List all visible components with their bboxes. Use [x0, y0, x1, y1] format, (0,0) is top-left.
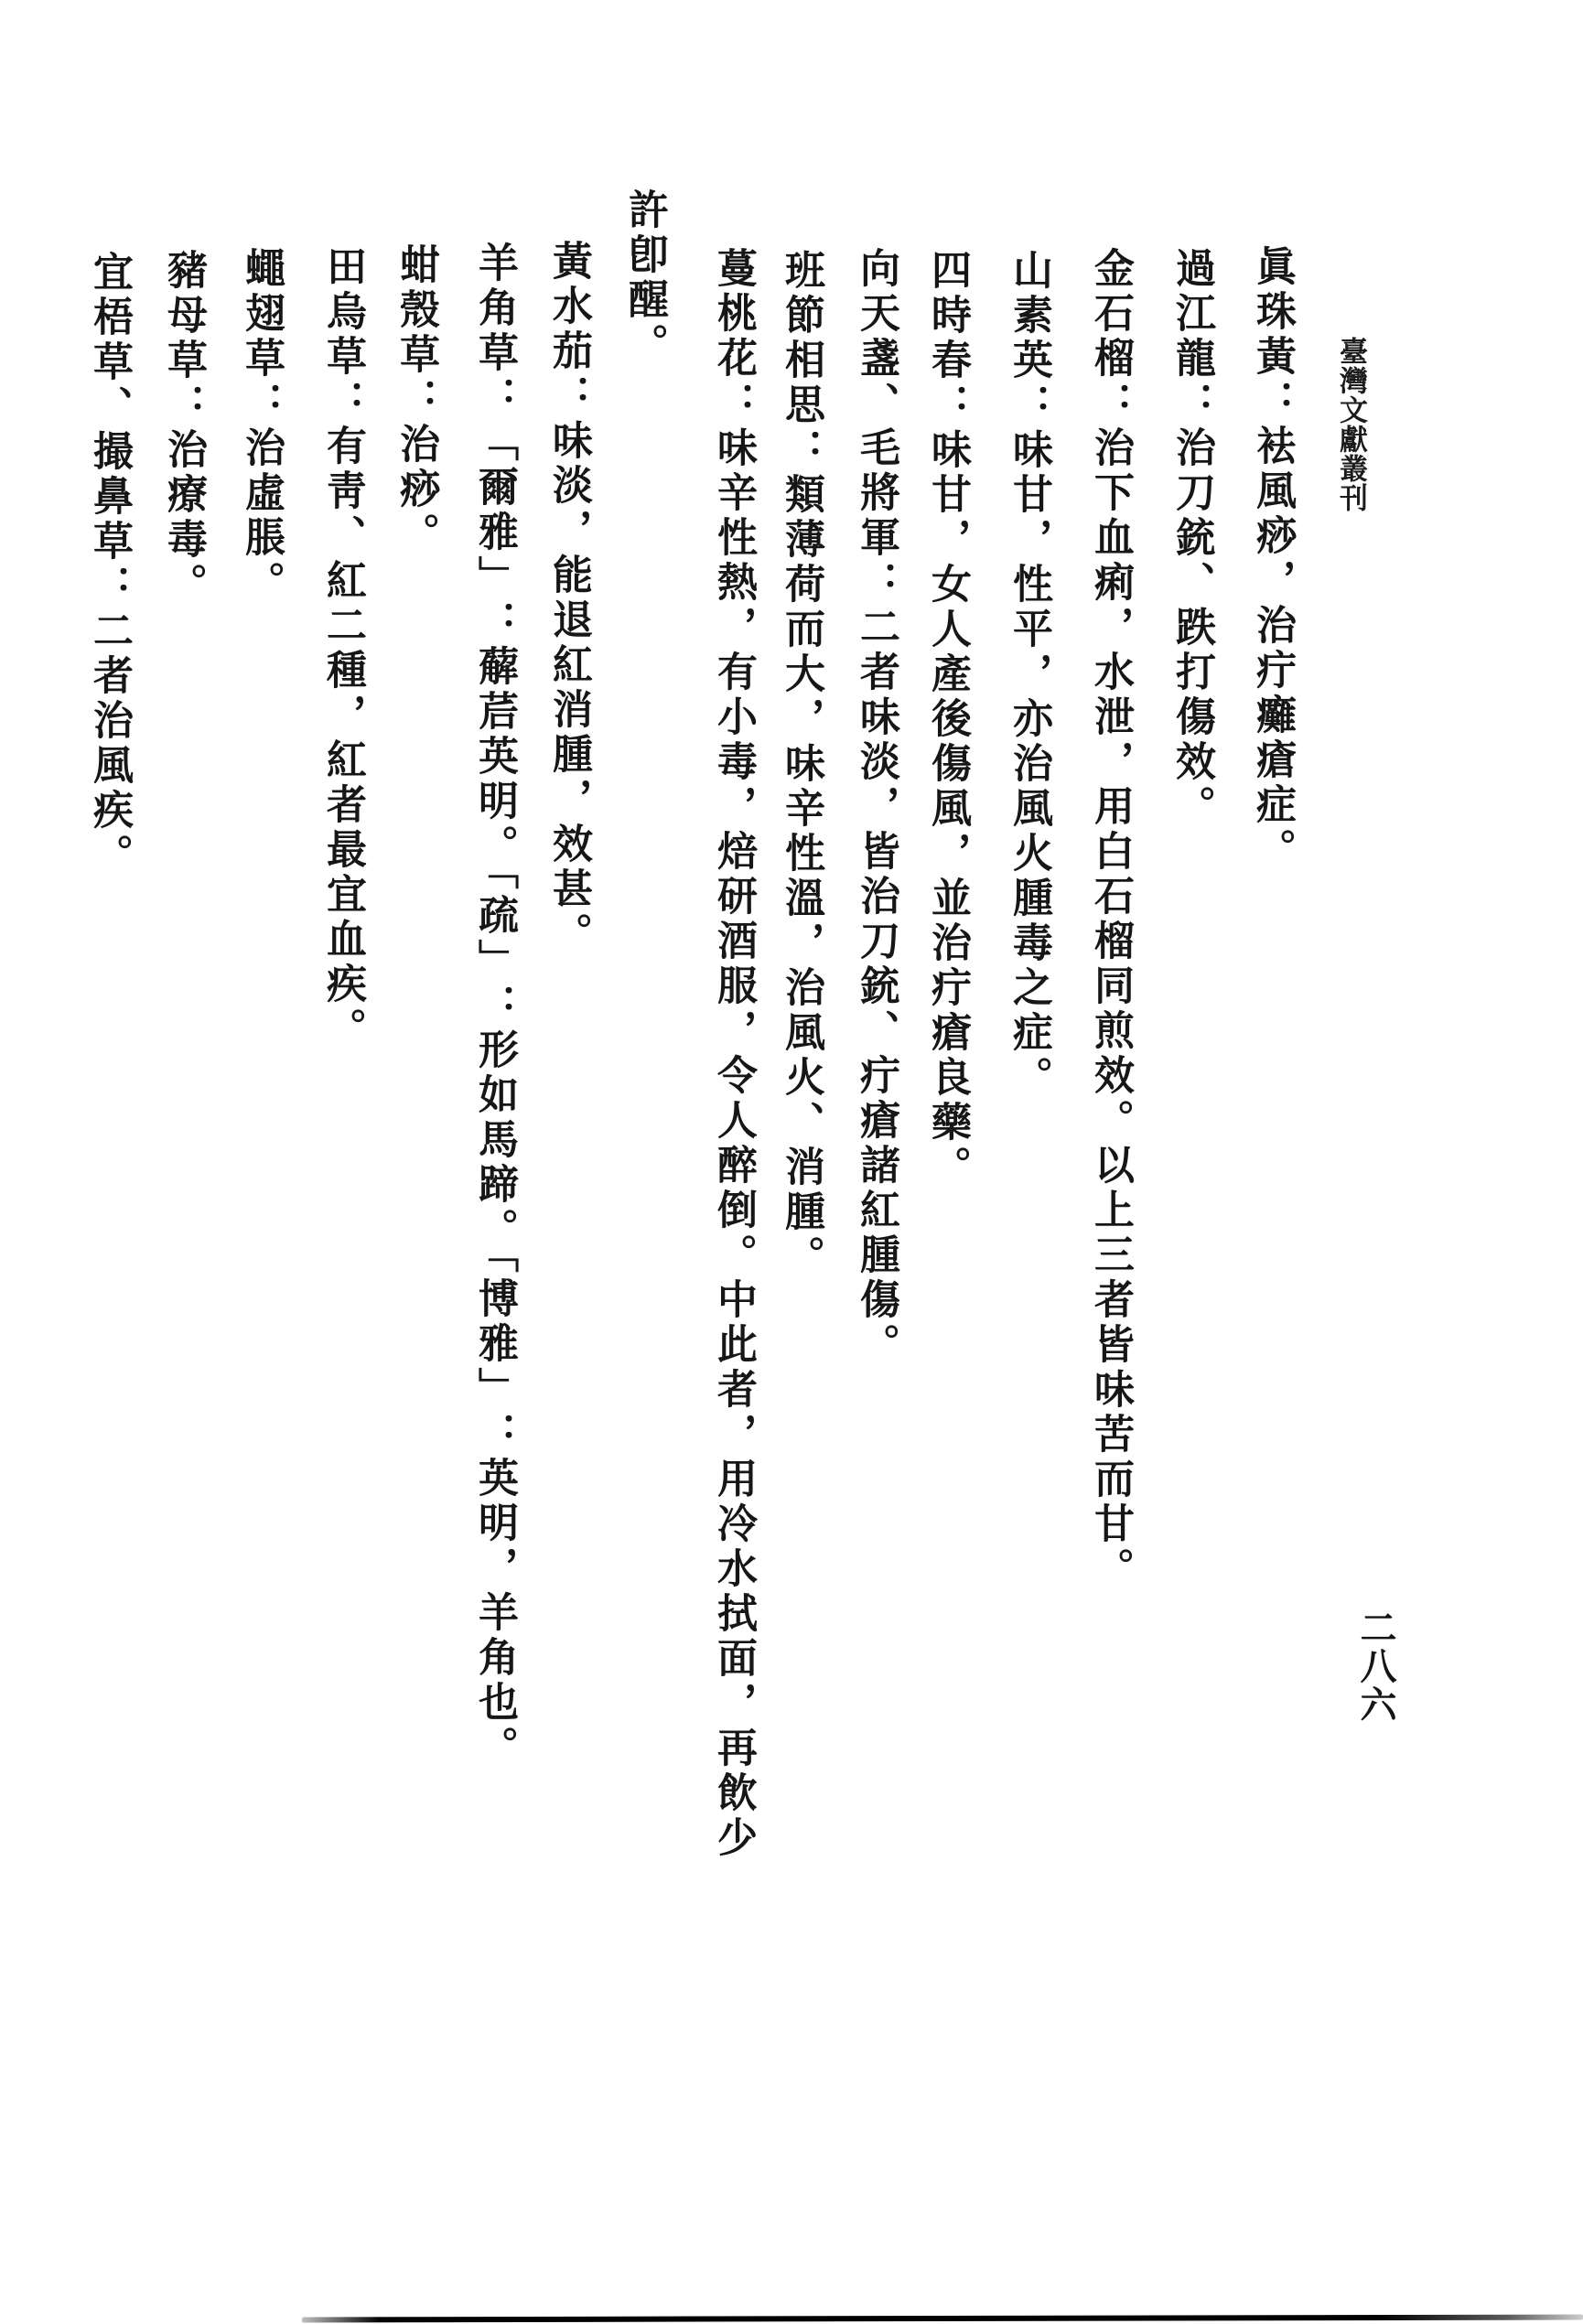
entry-column-7: 班節相思：類薄荷而大，味辛性溫，治風火、消腫。	[778, 249, 824, 1280]
entry-column-4: 山素英：味甘，性平，亦治風火腫毒之症。	[1006, 249, 1052, 1101]
entry-column-9: 黃水茄：味淡，能退紅消腫，效甚。	[545, 240, 592, 957]
entry-column-2: 過江龍：治刀銃、跌打傷效。	[1168, 247, 1215, 830]
entry-column-15: 宜梧草、撮鼻草：二者治風疾。	[86, 251, 133, 878]
running-head-series-title: 臺灣文獻叢刊	[1334, 337, 1367, 512]
entry-column-14: 豬母草：治療毒。	[160, 249, 207, 608]
continuation-column: 許卽醒。	[621, 188, 668, 368]
entry-column-8: 蔓桃花：味辛性熱，有小毒，焙研酒服，令人醉倒。中此者，用冷水拭面，再飲少	[710, 247, 757, 1861]
entry-column-10: 羊角草：「爾雅」：薢茩英明。「疏」：形如馬蹄。「博雅」：英明，羊角也。	[471, 242, 518, 1770]
scan-edge-artifact	[302, 2315, 1583, 2323]
entry-column-13: 蠅翅草：治虛脹。	[238, 247, 285, 606]
entry-column-12: 田烏草：有靑、紅二種，紅者最宜血疾。	[319, 245, 366, 1052]
entry-column-6: 向天盞、毛將軍：二者味淡，皆治刀銃、疔瘡諸紅腫傷。	[853, 247, 899, 1368]
entry-column-5: 四時春：味甘，女人產後傷風，並治疔瘡良藥。	[924, 249, 971, 1190]
page-number: 二八六	[1354, 1609, 1397, 1724]
entry-column-1: 眞珠黃：袪風痧，治疔癱瘡症。	[1249, 245, 1296, 873]
entry-column-11: 蚶殼草：治痧。	[393, 243, 439, 557]
entry-column-3: 金石榴：治下血痢，水泄，用白石榴同煎效。以上三者皆味苦而甘。	[1087, 247, 1134, 1592]
